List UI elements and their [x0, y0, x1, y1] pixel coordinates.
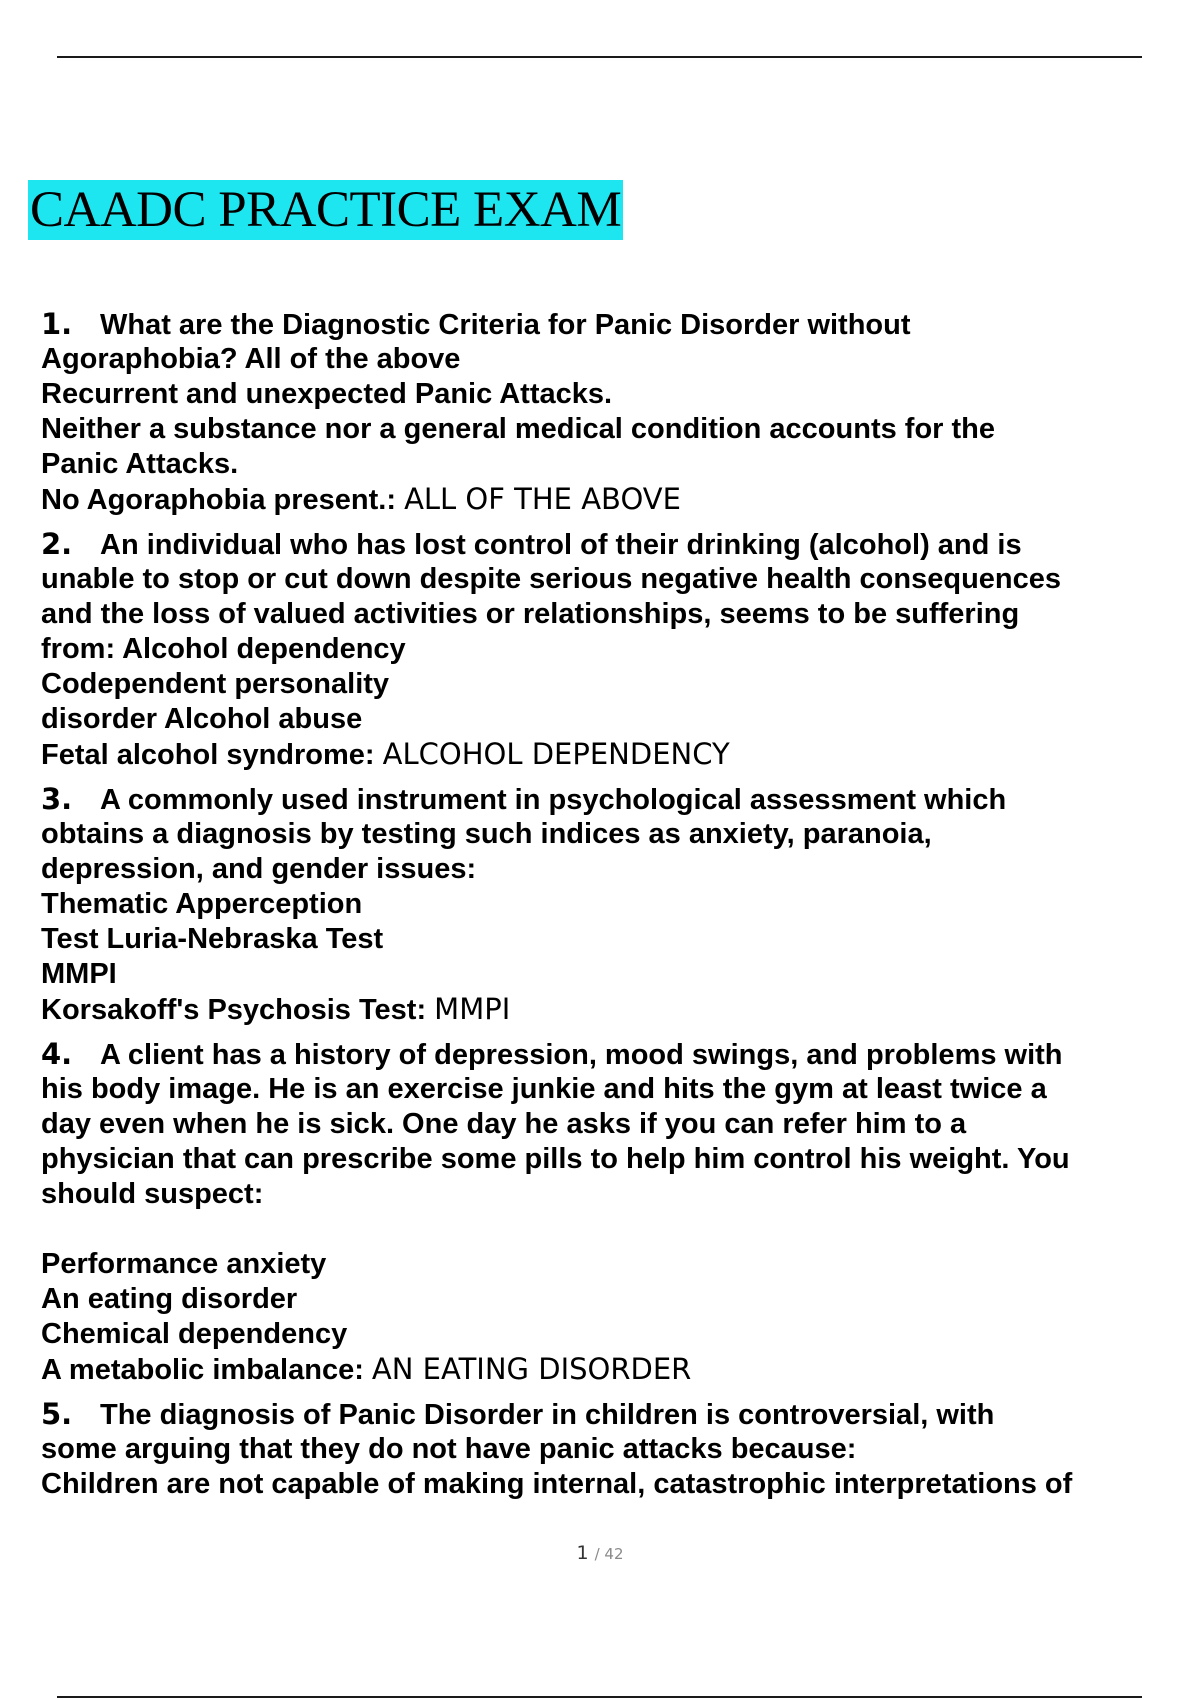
question-line: Chemical dependency	[41, 1318, 348, 1350]
question-line: and the loss of valued activities or relationships, seems to be suffering	[41, 598, 1020, 630]
question-line: disorder Alcohol abuse	[41, 703, 363, 735]
question-number: 3.	[41, 782, 73, 816]
question-answer-line: No Agoraphobia present.: ALL OF THE ABOVE	[41, 482, 681, 516]
question-answer-line: Fetal alcohol syndrome: ALCOHOL DEPENDENCY	[41, 737, 730, 771]
question-number: 4.	[41, 1037, 73, 1071]
question-2	[41, 527, 1191, 772]
question-answer-line: A metabolic imbalance: AN EATING DISORDER	[41, 1352, 692, 1386]
page-total: / 42	[594, 1545, 624, 1563]
bottom-divider	[57, 1696, 1142, 1698]
question-line: Agoraphobia? All of the above	[41, 343, 461, 375]
answer-text: MMPI	[434, 992, 511, 1026]
question-line: Children are not capable of making internal, catastrophic interpretations of	[41, 1468, 1073, 1500]
question-answer-line: Korsakoff's Psychosis Test: MMPI	[41, 992, 511, 1026]
page-number	[0, 1542, 1200, 1564]
question-line: 1. What are the Diagnostic Criteria for Panic Disorder without	[41, 307, 911, 341]
question-line: day even when he is sick. One day he asks if you can refer him to a	[41, 1108, 967, 1140]
question-line: Test Luria-Nebraska Test	[41, 923, 384, 955]
question-line: from: Alcohol dependency	[41, 633, 406, 665]
answer-text: AN EATING DISORDER	[371, 1352, 692, 1386]
page-current: 1	[576, 1542, 589, 1564]
question-line: his body image. He is an exercise junkie and hits the gym at least twice a	[41, 1073, 1047, 1105]
question-line: obtains a diagnosis by testing such indices as anxiety, paranoia,	[41, 818, 932, 850]
question-5	[41, 1397, 1191, 1502]
question-line: Panic Attacks.	[41, 448, 239, 480]
question-line: 5. The diagnosis of Panic Disorder in children is controversial, with	[41, 1397, 995, 1431]
question-1	[41, 307, 1191, 517]
question-line: 3. A commonly used instrument in psychological assessment which	[41, 782, 1007, 816]
question-line: 2. An individual who has lost control of their drinking (alcohol) and is	[41, 527, 1022, 561]
question-number: 2.	[41, 527, 73, 561]
question-line: Neither a substance nor a general medical condition accounts for the	[41, 413, 995, 445]
question-line: unable to stop or cut down despite serious negative health consequences	[41, 563, 1062, 595]
question-number: 1.	[41, 307, 73, 341]
question-line: physician that can prescribe some pills to help him control his weight. You	[41, 1143, 1070, 1175]
question-line: depression, and gender issues:	[41, 853, 477, 885]
blank-line	[41, 1212, 1191, 1247]
question-4	[41, 1037, 1191, 1387]
question-line: 4. A client has a history of depression, mood swings, and problems with	[41, 1037, 1063, 1071]
question-number: 5.	[41, 1397, 73, 1431]
question-line: MMPI	[41, 958, 117, 990]
question-line: An eating disorder	[41, 1283, 298, 1315]
answer-text: ALCOHOL DEPENDENCY	[382, 737, 730, 771]
question-line: Thematic Apperception	[41, 888, 363, 920]
question-line: some arguing that they do not have panic attacks because:	[41, 1433, 857, 1465]
question-line: Recurrent and unexpected Panic Attacks.	[41, 378, 613, 410]
question-3	[41, 782, 1191, 1027]
page-title: CAADC PRACTICE EXAM	[30, 182, 622, 238]
question-line: should suspect:	[41, 1178, 264, 1210]
answer-text: ALL OF THE ABOVE	[404, 482, 681, 516]
document-body	[41, 307, 1191, 1502]
question-line: Performance anxiety	[41, 1248, 327, 1280]
question-line: Codependent personality	[41, 668, 390, 700]
top-divider	[57, 56, 1142, 58]
